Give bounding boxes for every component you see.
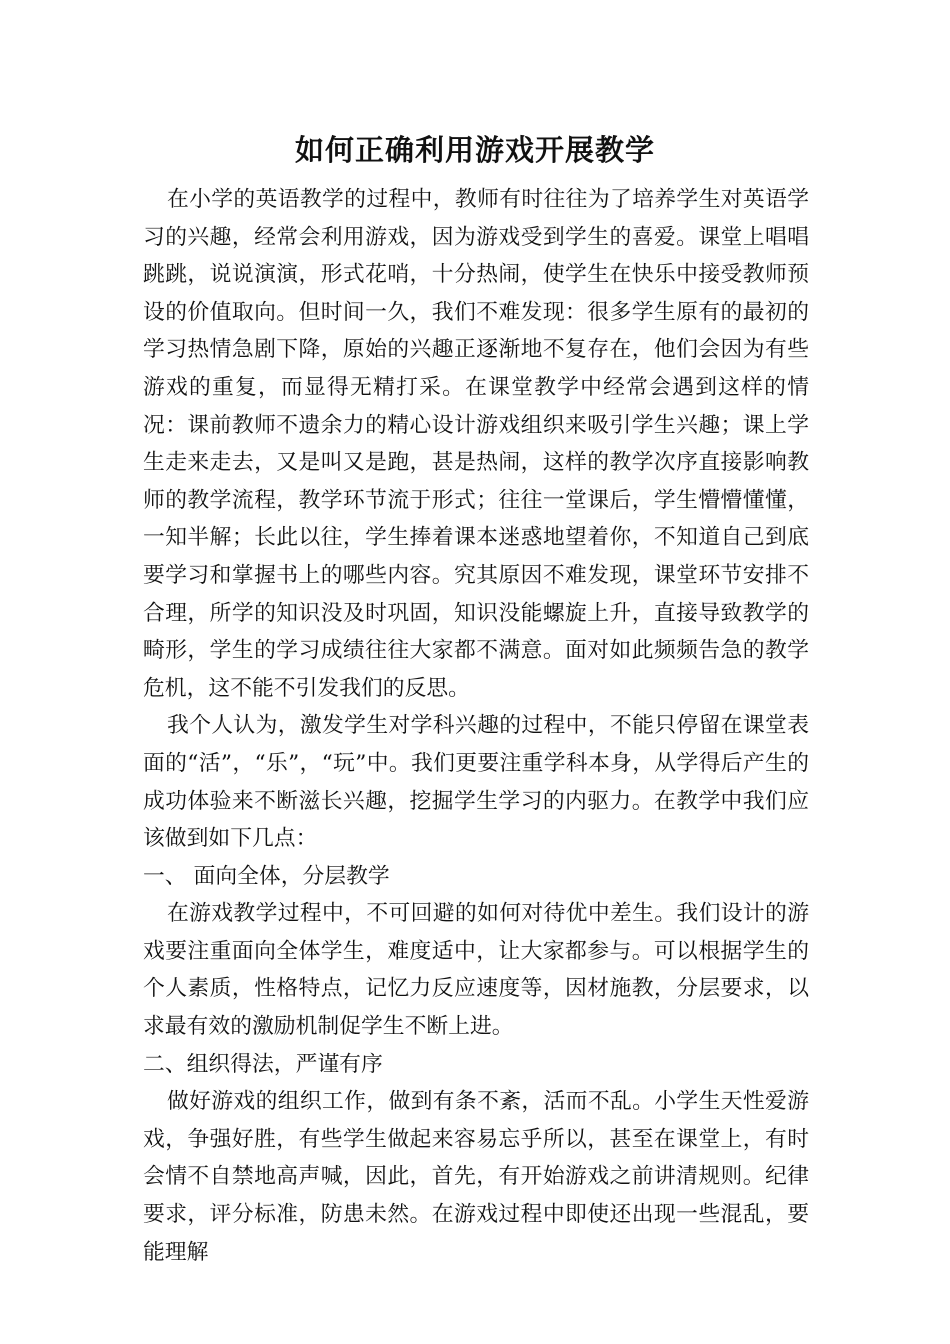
paragraph-intro: 在小学的英语教学的过程中，教师有时往往为了培养学生对英语学习的兴趣，经常会利用游戏，因为游戏受到学生的喜爱。课堂上唱唱跳跳，说说演演，形式花哨，十分热闹，使学生在快乐中接受教师预设的价值取向。但时间一久，我们不难发现：很多学生原有的最初的学习热情急剧下降，原始的兴趣正逐渐地不复存在，他们会因为有些游戏的重复，而显得无精打采。在课堂教学中经常会遇到这样的情况：课前教师不遗余力的精心设计游戏组织来吸引学生兴趣；课上学生走来走去，又是叫又是跑，甚是热闹，这样的教学次序直接影响教师的教学流程，教学环节流于形式；往往一堂课后，学生懵懵懂懂，一知半解；长此以往，学生捧着课本迷惑地望着你，不知道自己到底要学习和掌握书上的哪些内容。究其原因不难发现，课堂环节安排不合理，所学的知识没及时巩固，知识没能螺旋上升，直接导致教学的畸形，学生的学习成绩往往大家都不满意。面对如此频频告急的教学危机，这不能不引发我们的反思。 — [143, 187, 809, 701]
document-body — [143, 181, 809, 1271]
document-title: 如何正确利用游戏开展教学 — [294, 133, 655, 167]
section-paragraph-1: 在游戏教学过程中，不可回避的如何对待优中差生。我们设计的游戏要注重面向全体学生，难度适中，让大家都参与。可以根据学生的个人素质，性格特点，记忆力反应速度等，因材施教，分层要求，以求最有效的激励机制促学生不断上进。 — [143, 901, 809, 1040]
section-heading-2: 二、组织得法，严谨有序 — [143, 1051, 383, 1077]
section-heading-1: 一、 面向全体，分层教学 — [143, 863, 390, 889]
paragraph-opinion: 我个人认为，激发学生对学科兴趣的过程中，不能只停留在课堂表面的“活”，“乐”，“玩”中。我们更要注重学科本身，从学得后产生的成功体验来不断滋长兴趣，挖掘学生学习的内驱力。在教学中我们应该做到如下几点： — [143, 713, 809, 852]
section-paragraph-2: 做好游戏的组织工作，做到有条不紊，活而不乱。小学生天性爱游戏，争强好胜，有些学生做起来容易忘乎所以，甚至在课堂上，有时会情不自禁地高声喊，因此，首先，有开始游戏之前讲清规则。纪律要求，评分标准，防患未然。在游戏过程中即使还出现一些混乱，要能理解 — [143, 1089, 809, 1265]
